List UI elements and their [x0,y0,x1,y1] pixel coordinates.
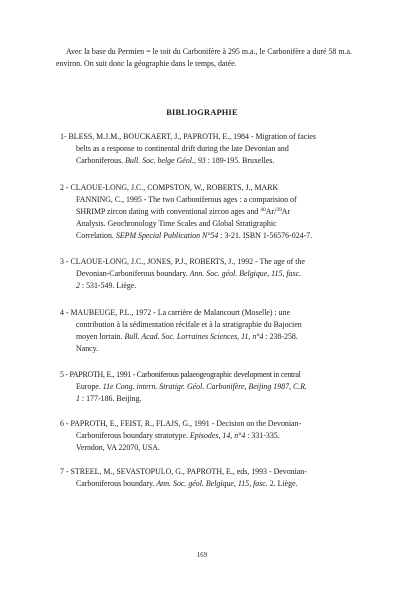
reference-text: Correlation. [76,230,116,240]
reference-text: : 177-186. Beijing. [79,393,142,403]
reference-line [60,430,356,442]
reference-item [60,256,356,292]
reference-item [60,182,356,242]
reference-text: Europe. [76,381,103,391]
reference-line: Verndon, VA 22070, USA. [76,442,160,452]
reference-line [60,268,356,280]
isotope-superscript: 39 [276,206,282,213]
reference-text: Carboniferous boundary. [76,478,157,488]
reference-line: 7 - STREEL, M., SEVASTOPULO, G., PAPROTH, E., eds, 1993 - Devonian- [60,467,307,476]
reference-text: : 531-549. Liège. [79,280,137,290]
page-number: 169 [196,552,208,559]
reference-item [60,418,356,454]
reference-item [60,466,356,490]
reference-line: FANNING, C., 1995 - The two Carboniferous ages : a comparision of [76,194,297,204]
reference-text: SHRIMP zircon dating with conventional zircon ages and [76,206,261,216]
reference-item [60,307,356,355]
journal-name: Episodes, 14, n°4 [189,430,246,440]
journal-name: 1 [76,393,80,403]
reference-text: Ar/ [265,206,277,216]
reference-line: 5 - PAPROTH, E., 1991 - Carboniferous palaeogeographic development in central [60,370,301,379]
journal-name: SEPM Special Publication N°54 [115,230,219,240]
intro-paragraph: Avec la base du Permien = le toit du Carbonifère à 295 m.a., le Carbonifère a duré 58 m.a. environ. On suit donc la géographie dans le temps, datée. [56,47,352,69]
reference-text: : 238-258. [263,331,298,341]
journal-name: 11e Cong. intern. Stratigr. Géol. Carbonifère, Beijing 1987, C.R. [102,381,308,391]
reference-text: : 189-195. Bruxelles. [205,155,275,165]
journal-name: Bull. Soc. belge Géol., 93 [125,155,206,165]
reference-line: contribution à la sédimentation récifale et à la stratigraphie du Bajocien [76,319,302,329]
reference-text: Carboniferous. [76,155,126,165]
reference-line: Analysis. Geochronology Time Scales and Global Stratigraphic [76,218,277,228]
reference-line [60,280,356,292]
reference-text: Ar [281,206,291,216]
journal-name: Ann. Soc. géol. Belgique, 115, fasc. [156,478,268,488]
reference-item [60,369,356,405]
reference-line [60,381,356,393]
isotope-superscript: 40 [260,206,266,213]
bibliography-heading: BIBLIOGRAPHIE [166,108,238,117]
reference-line [60,206,356,218]
reference-line: 1- BLESS, M.J.M., BOUCKAERT, J., PAPROTH, E., 1984 - Migration of facies [60,132,316,141]
journal-name: Bull. Acad. Soc. Lorraines Sciences, 11, n°4 [124,331,264,341]
reference-line: 3 - CLAOUE-LONG, J.C., JONES, P.J., ROBERTS, J., 1992 - The age of the [60,257,305,266]
reference-line [60,478,356,490]
reference-line [60,155,356,167]
reference-line: belts as a response to continental drift during the late Devonian and [76,143,289,153]
reference-line [60,331,356,343]
reference-line: Nancy. [76,343,99,353]
reference-line: 2 - CLAOUE-LONG, J.C., COMPSTON, W., ROBERTS, J., MARK [60,183,279,192]
reference-text: Carboniferous boundary stratotype. [76,430,190,440]
reference-text: moyen lorrain. [76,331,125,341]
reference-text: 2. Liège. [267,478,298,488]
reference-line: 6 - PAPROTH, E., FEIST, R., FLAJS, G., 1991 - Decision on the Devonian- [60,419,302,428]
reference-text: : 3-21. ISBN 1-56576-024-7. [218,230,313,240]
reference-text: : 331-335. [245,430,280,440]
reference-text: Devonian-Carboniferous boundary. [76,268,190,278]
journal-name: Ann. Soc. géol. Belgique, 115, fasc. [189,268,302,278]
reference-item [60,131,356,167]
reference-line: 4 - MAUBEUGE, P.L., 1972 - La carrière de Malancourt (Moselle) : une [60,308,291,317]
reference-line [60,393,356,405]
journal-name: 2 [76,280,80,290]
reference-line [60,230,356,242]
